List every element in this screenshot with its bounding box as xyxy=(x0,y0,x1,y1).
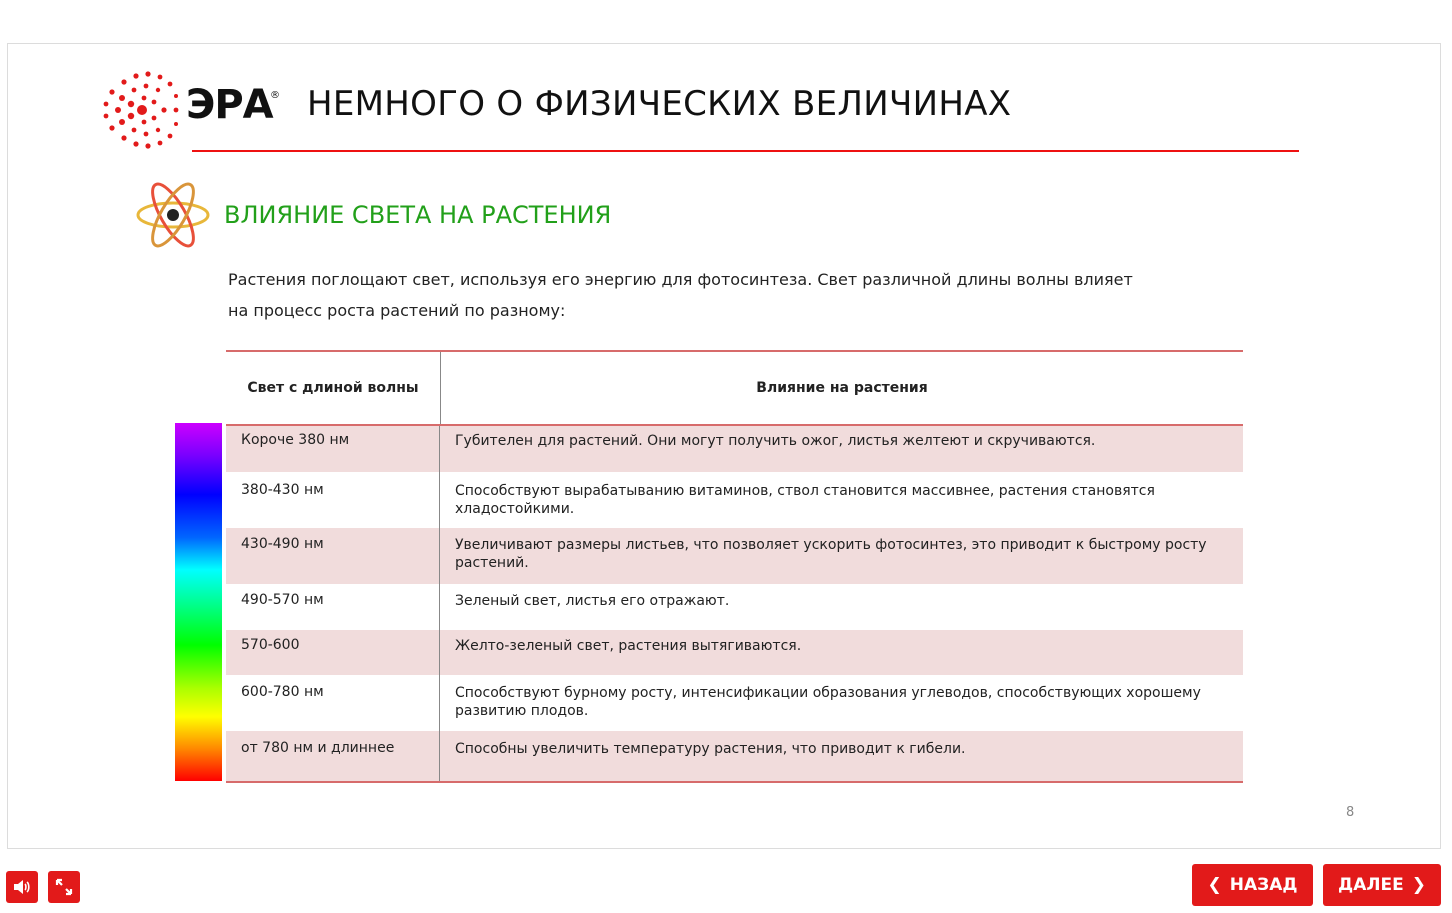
table-row xyxy=(226,630,1243,675)
row-wavelength: 490-570 нм xyxy=(226,584,440,630)
row-wavelength: 570-600 xyxy=(226,630,440,675)
row-effect: Способствуют бурному росту, интенсификации образования углеводов, способствующих хорошему развитию плодов. xyxy=(455,685,1201,719)
next-button-label: ДАЛЕЕ xyxy=(1338,875,1404,895)
wavelength-table xyxy=(226,350,1243,783)
chevron-left-icon: ❮ xyxy=(1207,875,1222,895)
header-wavelength: Свет с длиной волны xyxy=(226,352,441,424)
row-effect: Губителен для растений. Они могут получить ожог, листья желтеют и скручиваются. xyxy=(455,433,1096,449)
table-row xyxy=(226,675,1243,731)
back-button-label: НАЗАД xyxy=(1229,875,1298,895)
page-title: НЕМНОГО О ФИЗИЧЕСКИХ ВЕЛИЧИНАХ xyxy=(307,84,1012,124)
row-wavelength: Короче 380 нм xyxy=(226,426,440,472)
table-row xyxy=(226,426,1243,472)
row-effect: Способны увеличить температуру растения, что приводит к гибели. xyxy=(455,741,966,757)
fullscreen-button[interactable] xyxy=(48,871,80,903)
row-wavelength: от 780 нм и длиннее xyxy=(226,731,440,781)
table-row xyxy=(226,472,1243,528)
row-effect: Желто-зеленый свет, растения вытягиваются. xyxy=(455,638,802,654)
logo-registered-mark: ® xyxy=(270,90,280,101)
row-effect: Увеличивают размеры листьев, что позволяет ускорить фотосинтез, это приводит к быстрому росту растений. xyxy=(455,537,1207,571)
intro-paragraph: Растения поглощают свет, используя его энергию для фотосинтеза. Свет различной длины волны влияет на процесс роста растений по разному: xyxy=(228,270,1133,320)
row-wavelength: 600-780 нм xyxy=(226,675,440,731)
table-header xyxy=(226,352,1243,426)
row-effect: Способствуют вырабатыванию витаминов, ствол становится массивнее, растения становятся хладостойкими. xyxy=(455,483,1155,517)
back-button[interactable] xyxy=(1192,864,1313,906)
table-row xyxy=(226,731,1243,781)
speaker-icon xyxy=(13,879,31,895)
row-wavelength: 380-430 нм xyxy=(226,472,440,528)
title-divider xyxy=(192,150,1299,152)
logo-wordmark: ЭРА xyxy=(186,82,273,128)
row-wavelength: 430-490 нм xyxy=(226,528,440,584)
section-title: ВЛИЯНИЕ СВЕТА НА РАСТЕНИЯ xyxy=(224,201,612,229)
chevron-right-icon: ❯ xyxy=(1411,875,1426,895)
sound-button[interactable] xyxy=(6,871,38,903)
next-button[interactable] xyxy=(1323,864,1441,906)
spectrum-bar xyxy=(175,423,222,781)
expand-icon xyxy=(55,878,73,896)
row-effect: Зеленый свет, листья его отражают. xyxy=(455,593,730,609)
header-effect: Влияние на растения xyxy=(756,380,928,396)
table-row xyxy=(226,528,1243,584)
page-number: 8 xyxy=(1346,805,1355,820)
atom-icon xyxy=(134,176,212,254)
table-row xyxy=(226,584,1243,630)
